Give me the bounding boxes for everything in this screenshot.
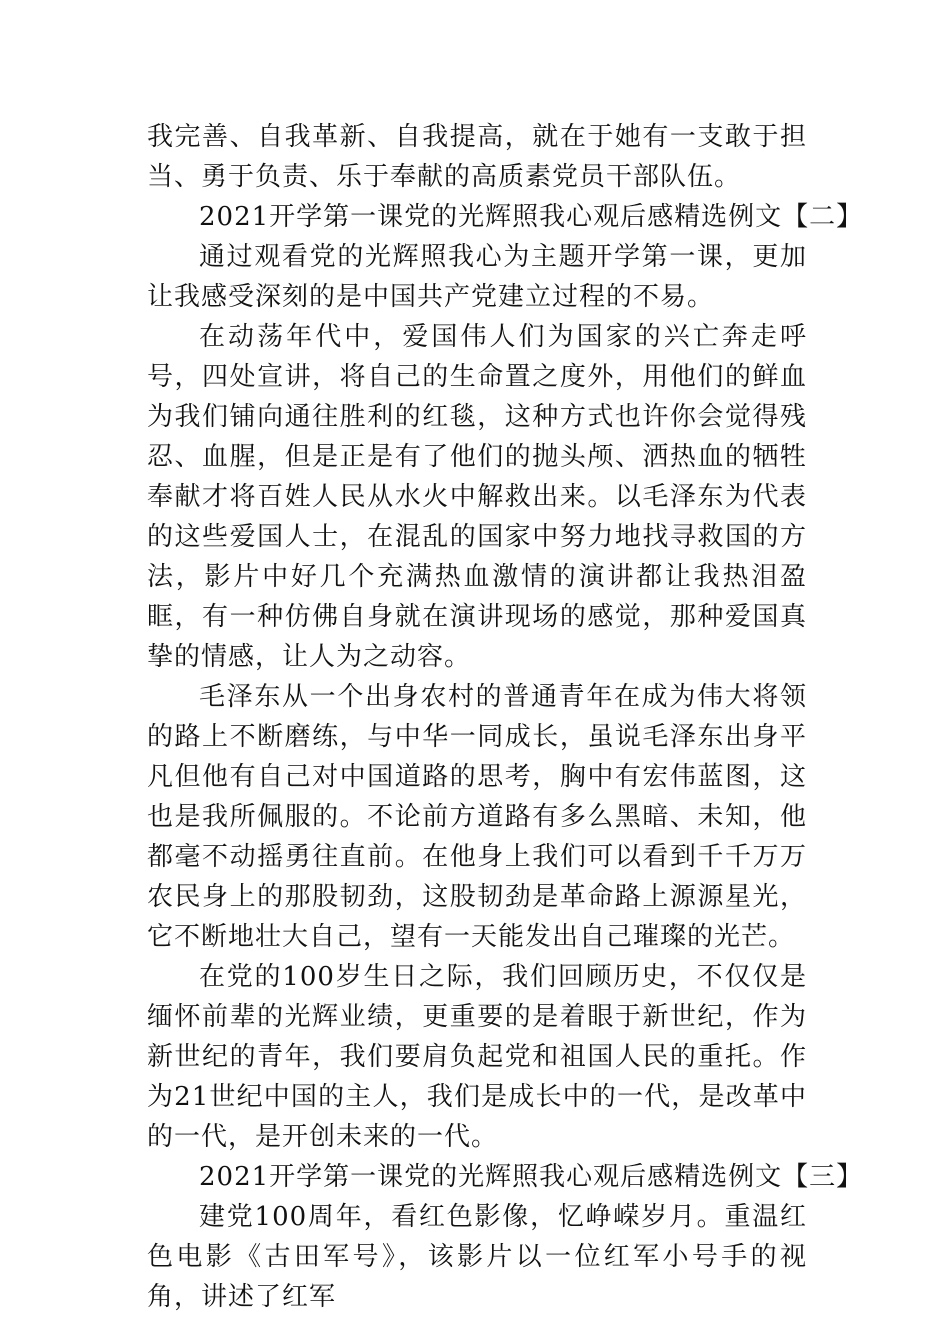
continuation-paragraph: 我完善、自我革新、自我提高，就在于她有一支敢于担当、勇于负责、乐于奉献的高质素党员干部队伍。 — [147, 122, 807, 192]
document-body — [147, 117, 864, 1317]
body-paragraph: 通过观看党的光辉照我心为主题开学第一课，更加让我感受深刻的是中国共产党建立过程的不易。 — [147, 242, 807, 312]
body-paragraph: 在动荡年代中，爱国伟人们为国家的兴亡奔走呼号，四处宣讲，将自己的生命置之度外，用他们的鲜血为我们铺向通往胜利的红毯，这种方式也许你会觉得残忍、血腥，但是正是有了他们的抛头颅、洒热血的牺牲奉献才将百姓人民从水火中解救出来。以毛泽东为代表的这些爱国人士，在混乱的国家中努力地找寻救国的方法，影片中好几个充满热血激情的演讲都让我热泪盈眶，有一种仿佛自身就在演讲现场的感觉，那种爱国真挚的情感，让人为之动容。 — [147, 322, 807, 672]
section-heading-2: 2021开学第一课党的光辉照我心观后感精选例文【二】 — [199, 202, 864, 232]
body-paragraph: 建党100周年，看红色影像，忆峥嵘岁月。重温红色电影《古田军号》，该影片以一位红军小号手的视角，讲述了红军 — [147, 1202, 807, 1312]
section-heading-3: 2021开学第一课党的光辉照我心观后感精选例文【三】 — [199, 1162, 864, 1192]
body-paragraph: 在党的100岁生日之际，我们回顾历史，不仅仅是缅怀前辈的光辉业绩，更重要的是着眼于新世纪，作为新世纪的青年，我们要肩负起党和祖国人民的重托。作为21世纪中国的主人，我们是成长中的一代，是改革中的一代，是开创未来的一代。 — [147, 962, 807, 1152]
body-paragraph: 毛泽东从一个出身农村的普通青年在成为伟大将领的路上不断磨练，与中华一同成长，虽说毛泽东出身平凡但他有自己对中国道路的思考，胸中有宏伟蓝图，这也是我所佩服的。不论前方道路有多么黑暗、未知，他都毫不动摇勇往直前。在他身上我们可以看到千千万万农民身上的那股韧劲，这股韧劲是革命路上源源星光，它不断地壮大自己，望有一天能发出自己璀璨的光芒。 — [147, 682, 807, 952]
